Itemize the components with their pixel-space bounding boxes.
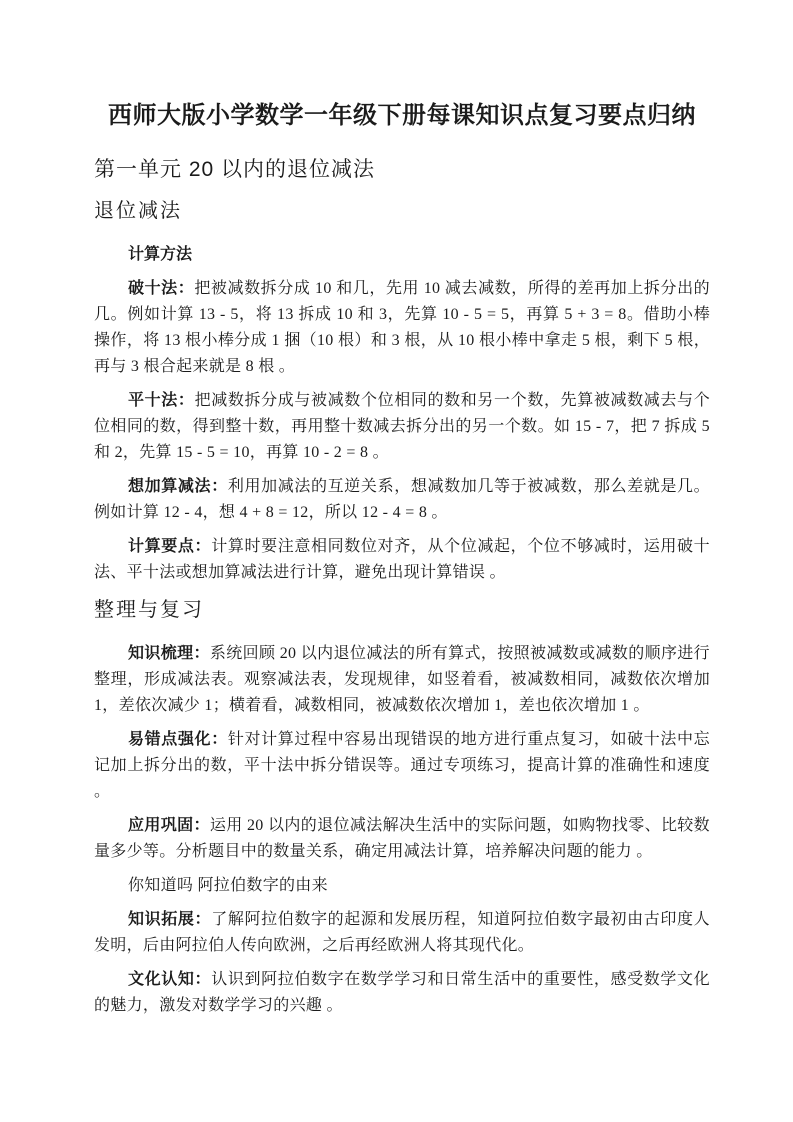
section-heading-borrow-subtraction: 退位减法 <box>94 200 182 222</box>
para-text: 了解阿拉伯数字的起源和发展历程，知道阿拉伯数字最初由古印度人发明，后由阿拉伯人传向欧洲，之后再经欧洲人将其现代化。 <box>94 911 710 954</box>
para-text: 利用加减法的互逆关系，想减数加几等于被减数，那么差就是几。例如计算 12 - 4，想 4 + 8 = 12，所以 12 - 4 = 8 。 <box>94 478 710 521</box>
para-lead: 计算要点： <box>128 538 212 555</box>
para-lead: 应用巩固： <box>128 817 210 834</box>
para-text: 认识到阿拉伯数字在数学学习和日常生活中的重要性，感受数学文化的魅力，激发对数学学习的兴趣 。 <box>94 971 710 1014</box>
para-text: 把减数拆分成与被减数个位相同的数和另一个数，先算被减数减去与个位相同的数，得到整十数，再用整十数减去拆分出的另一个数。如 15 - 7，把 7 拆成 5 和 2，先算 15 - 5 = 10，再算 10 - 2 = 8 。 <box>94 392 710 461</box>
para-xiang-jia-suan-jian <box>94 474 710 526</box>
unit-heading: 第一单元 20 以内的退位减法 <box>94 158 376 181</box>
para-text: 你知道吗 阿拉伯数字的由来 <box>128 877 328 894</box>
para-lead: 破十法： <box>128 280 195 297</box>
para-application <box>94 813 710 865</box>
para-text: 系统回顾 20 以内退位减法的所有算式，按照被减数或减数的顺序进行整理，形成减法表。观察减法表，发现规律，如竖着看，被减数相同，减数依次增加 1，差依次减少 1；横着看，减数相同，被减数依次增加 1，差也依次增加 1 。 <box>94 645 710 714</box>
para-lead: 知识梳理： <box>128 645 210 662</box>
para-text: 针对计算过程中容易出现错误的地方进行重点复习，如破十法中忘记加上拆分出的数，平十法中拆分错误等。通过专项练习，提高计算的准确性和速度 。 <box>94 731 710 800</box>
para-lead: 易错点强化： <box>128 731 228 748</box>
para-text: 把被减数拆分成 10 和几，先用 10 减去减数，所得的差再加上拆分出的几。例如计算 13 - 5，将 13 拆成 10 和 3，先算 10 - 5 = 5，再算 5 + 3 = 8。借助小棒操作，将 13 根小棒分成 1 捆（10 根）和 3 根，从 10 根小棒中拿走 5 根，剩下 5 根，再与 3 根合起来就是 8 根 。 <box>94 280 710 375</box>
para-po-shi-fa <box>94 276 710 380</box>
document-title: 西师大版小学数学一年级下册每课知识点复习要点归纳 <box>108 102 696 129</box>
para-knowledge-sorting <box>94 641 710 719</box>
para-lead: 文化认知： <box>128 971 212 988</box>
para-text: 运用 20 以内的退位减法解决生活中的实际问题，如购物找零、比较数量多少等。分析题目中的数量关系，确定用减法计算，培养解决问题的能力 。 <box>94 817 710 860</box>
para-text: 计算时要注意相同数位对齐，从个位减起，个位不够减时，运用破十法、平十法或想加算减法进行计算，避免出现计算错误 。 <box>94 538 710 581</box>
para-lead: 平十法： <box>128 392 195 409</box>
subhead-label: 计算方法 <box>128 246 193 263</box>
para-lead: 知识拓展： <box>128 911 212 928</box>
para-error-reinforcement <box>94 727 710 805</box>
para-did-you-know <box>94 873 710 899</box>
subhead-calculation-methods <box>94 242 710 268</box>
section-heading-review: 整理与复习 <box>94 599 204 621</box>
para-knowledge-expansion <box>94 907 710 959</box>
para-lead: 想加算减法： <box>128 478 228 495</box>
para-ping-shi-fa <box>94 388 710 466</box>
para-calculation-points <box>94 534 710 586</box>
para-cultural-cognition <box>94 967 710 1019</box>
